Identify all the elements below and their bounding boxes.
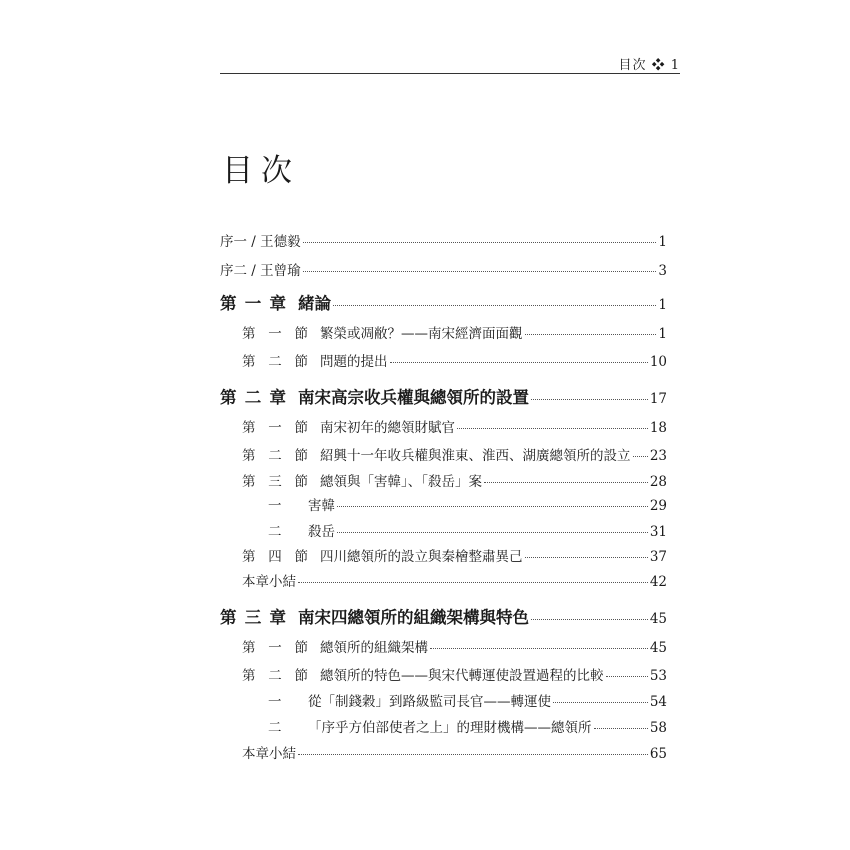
toc-entry <box>220 716 667 736</box>
toc-entry <box>220 416 667 436</box>
toc-entry-title: 緒論 <box>298 294 331 313</box>
dot-leader <box>337 506 648 507</box>
toc-entry-label: 本章小結 <box>242 574 296 590</box>
toc-entry <box>220 444 667 464</box>
toc-entry-title: 「序乎方伯部使者之上」的理財機構——總領所 <box>308 720 592 736</box>
toc-entry-heading <box>220 716 592 736</box>
toc-entry-heading <box>220 259 301 279</box>
toc-entry-label: 第一節 <box>242 640 308 656</box>
toc-entry-label: 第一章 <box>220 294 286 313</box>
toc-entry <box>220 290 667 314</box>
toc-entry-label: 第一節 <box>242 420 308 436</box>
toc-page-number: 65 <box>649 746 667 762</box>
toc-entry <box>220 494 667 514</box>
toc-page-number: 18 <box>649 420 667 436</box>
toc-entry-heading <box>220 350 388 370</box>
toc-page-number: 31 <box>649 524 667 540</box>
toc-entry <box>220 636 667 656</box>
toc-page-number: 45 <box>649 640 667 656</box>
toc-entry-title: 南宋初年的總領財賦官 <box>320 420 455 436</box>
toc-entry-heading <box>220 494 335 514</box>
toc-entry <box>220 545 667 565</box>
header-rule <box>220 73 680 74</box>
toc-entry <box>220 604 667 628</box>
toc-entry-label: 序二 / 王曾瑜 <box>220 263 301 279</box>
toc-entry-heading <box>220 230 301 250</box>
toc-entry-heading <box>220 416 455 436</box>
toc-entry <box>220 664 667 684</box>
dot-leader <box>484 482 648 483</box>
toc-entry-title: 總領與「害韓」、「殺岳」案 <box>320 474 482 490</box>
dot-leader <box>337 532 648 533</box>
toc-page-number: 37 <box>649 549 667 565</box>
toc-entry-title: 南宋四總領所的組織架構與特色 <box>298 608 529 627</box>
toc-entry <box>220 742 667 762</box>
toc-entry-label: 一 <box>268 498 282 514</box>
toc-entry <box>220 520 667 540</box>
dot-leader <box>531 399 648 400</box>
toc-page-number: 45 <box>649 611 667 627</box>
toc-entry <box>220 230 667 250</box>
toc-page-number: 17 <box>649 391 667 407</box>
toc-entry-label: 二 <box>268 720 282 736</box>
toc-entry-heading <box>220 570 296 590</box>
toc-entry-heading <box>220 604 529 628</box>
dot-leader <box>606 676 648 677</box>
toc-entry-label: 一 <box>268 694 282 710</box>
toc-entry-heading <box>220 690 551 710</box>
toc-page-number: 3 <box>658 263 667 279</box>
toc-page-number: 29 <box>649 498 667 514</box>
toc-entry-heading <box>220 664 604 684</box>
toc-entry-heading <box>220 470 482 490</box>
toc-entry-title: 殺岳 <box>308 524 335 540</box>
toc-entry-heading <box>220 444 631 464</box>
toc-page-number: 1 <box>658 326 667 342</box>
toc-page-number: 53 <box>649 668 667 684</box>
toc-entry-title: 害韓 <box>308 498 335 514</box>
toc-entry-heading <box>220 290 331 314</box>
toc-entry <box>220 322 667 342</box>
dot-leader <box>298 582 648 583</box>
toc-entry-label: 第四節 <box>242 549 308 565</box>
toc-entry <box>220 690 667 710</box>
dot-leader <box>633 456 648 457</box>
dot-leader <box>525 334 657 335</box>
dot-leader <box>594 728 648 729</box>
toc-page-number: 58 <box>649 720 667 736</box>
toc-entry-title: 總領所的組織架構 <box>320 640 428 656</box>
page-title: 目次 <box>222 152 300 189</box>
toc-entry-title: 南宋高宗收兵權與總領所的設置 <box>298 388 529 407</box>
toc-entry-label: 第二節 <box>242 668 308 684</box>
toc-entry <box>220 470 667 490</box>
toc-entry-heading <box>220 322 523 342</box>
toc-entry-heading <box>220 384 529 408</box>
running-head: 目次 ❖ 1 <box>618 58 680 73</box>
toc-entry <box>220 350 667 370</box>
toc-entry-label: 第三章 <box>220 608 286 627</box>
dot-leader <box>390 362 648 363</box>
toc-entry-title: 繁榮或凋敝？——南宋經濟面面觀 <box>320 326 523 342</box>
toc-page-number: 54 <box>649 694 667 710</box>
toc-entry-label: 本章小結 <box>242 746 296 762</box>
toc-page-number: 28 <box>649 474 667 490</box>
toc-page-number: 1 <box>658 234 667 250</box>
toc-entry-label: 第二章 <box>220 388 286 407</box>
toc-page-number: 10 <box>649 354 667 370</box>
toc-entry-label: 第三節 <box>242 474 308 490</box>
dot-leader <box>553 702 648 703</box>
toc-entry-heading <box>220 742 296 762</box>
toc-entry-heading <box>220 636 428 656</box>
dot-leader <box>531 619 648 620</box>
dot-leader <box>303 242 657 243</box>
toc-entry-label: 二 <box>268 524 282 540</box>
toc-entry-title: 問題的提出 <box>320 354 388 370</box>
toc-entry-label: 第二節 <box>242 448 308 464</box>
toc-entry-title: 總領所的特色——與宋代轉運使設置過程的比較 <box>320 668 604 684</box>
toc-entry-label: 第二節 <box>242 354 308 370</box>
toc-entry <box>220 384 667 408</box>
toc-page-number: 1 <box>658 297 667 313</box>
toc-entry <box>220 259 667 279</box>
toc-page-number: 23 <box>649 448 667 464</box>
toc-entry-heading <box>220 545 523 565</box>
toc-entry <box>220 570 667 590</box>
toc-entry-heading <box>220 520 335 540</box>
dot-leader <box>333 305 656 306</box>
toc-entry-title: 紹興十一年收兵權與淮東、淮西、湖廣總領所的設立 <box>320 448 631 464</box>
dot-leader <box>298 754 648 755</box>
dot-leader <box>430 648 648 649</box>
dot-leader <box>457 428 648 429</box>
toc-page-number: 42 <box>649 574 667 590</box>
dot-leader <box>525 557 648 558</box>
toc-entry-label: 第一節 <box>242 326 308 342</box>
toc-entry-title: 從「制錢穀」到路級監司長官——轉運使 <box>308 694 551 710</box>
toc-entry-label: 序一 / 王德毅 <box>220 234 301 250</box>
toc-entry-title: 四川總領所的設立與秦檜整肅異己 <box>320 549 523 565</box>
dot-leader <box>303 271 657 272</box>
